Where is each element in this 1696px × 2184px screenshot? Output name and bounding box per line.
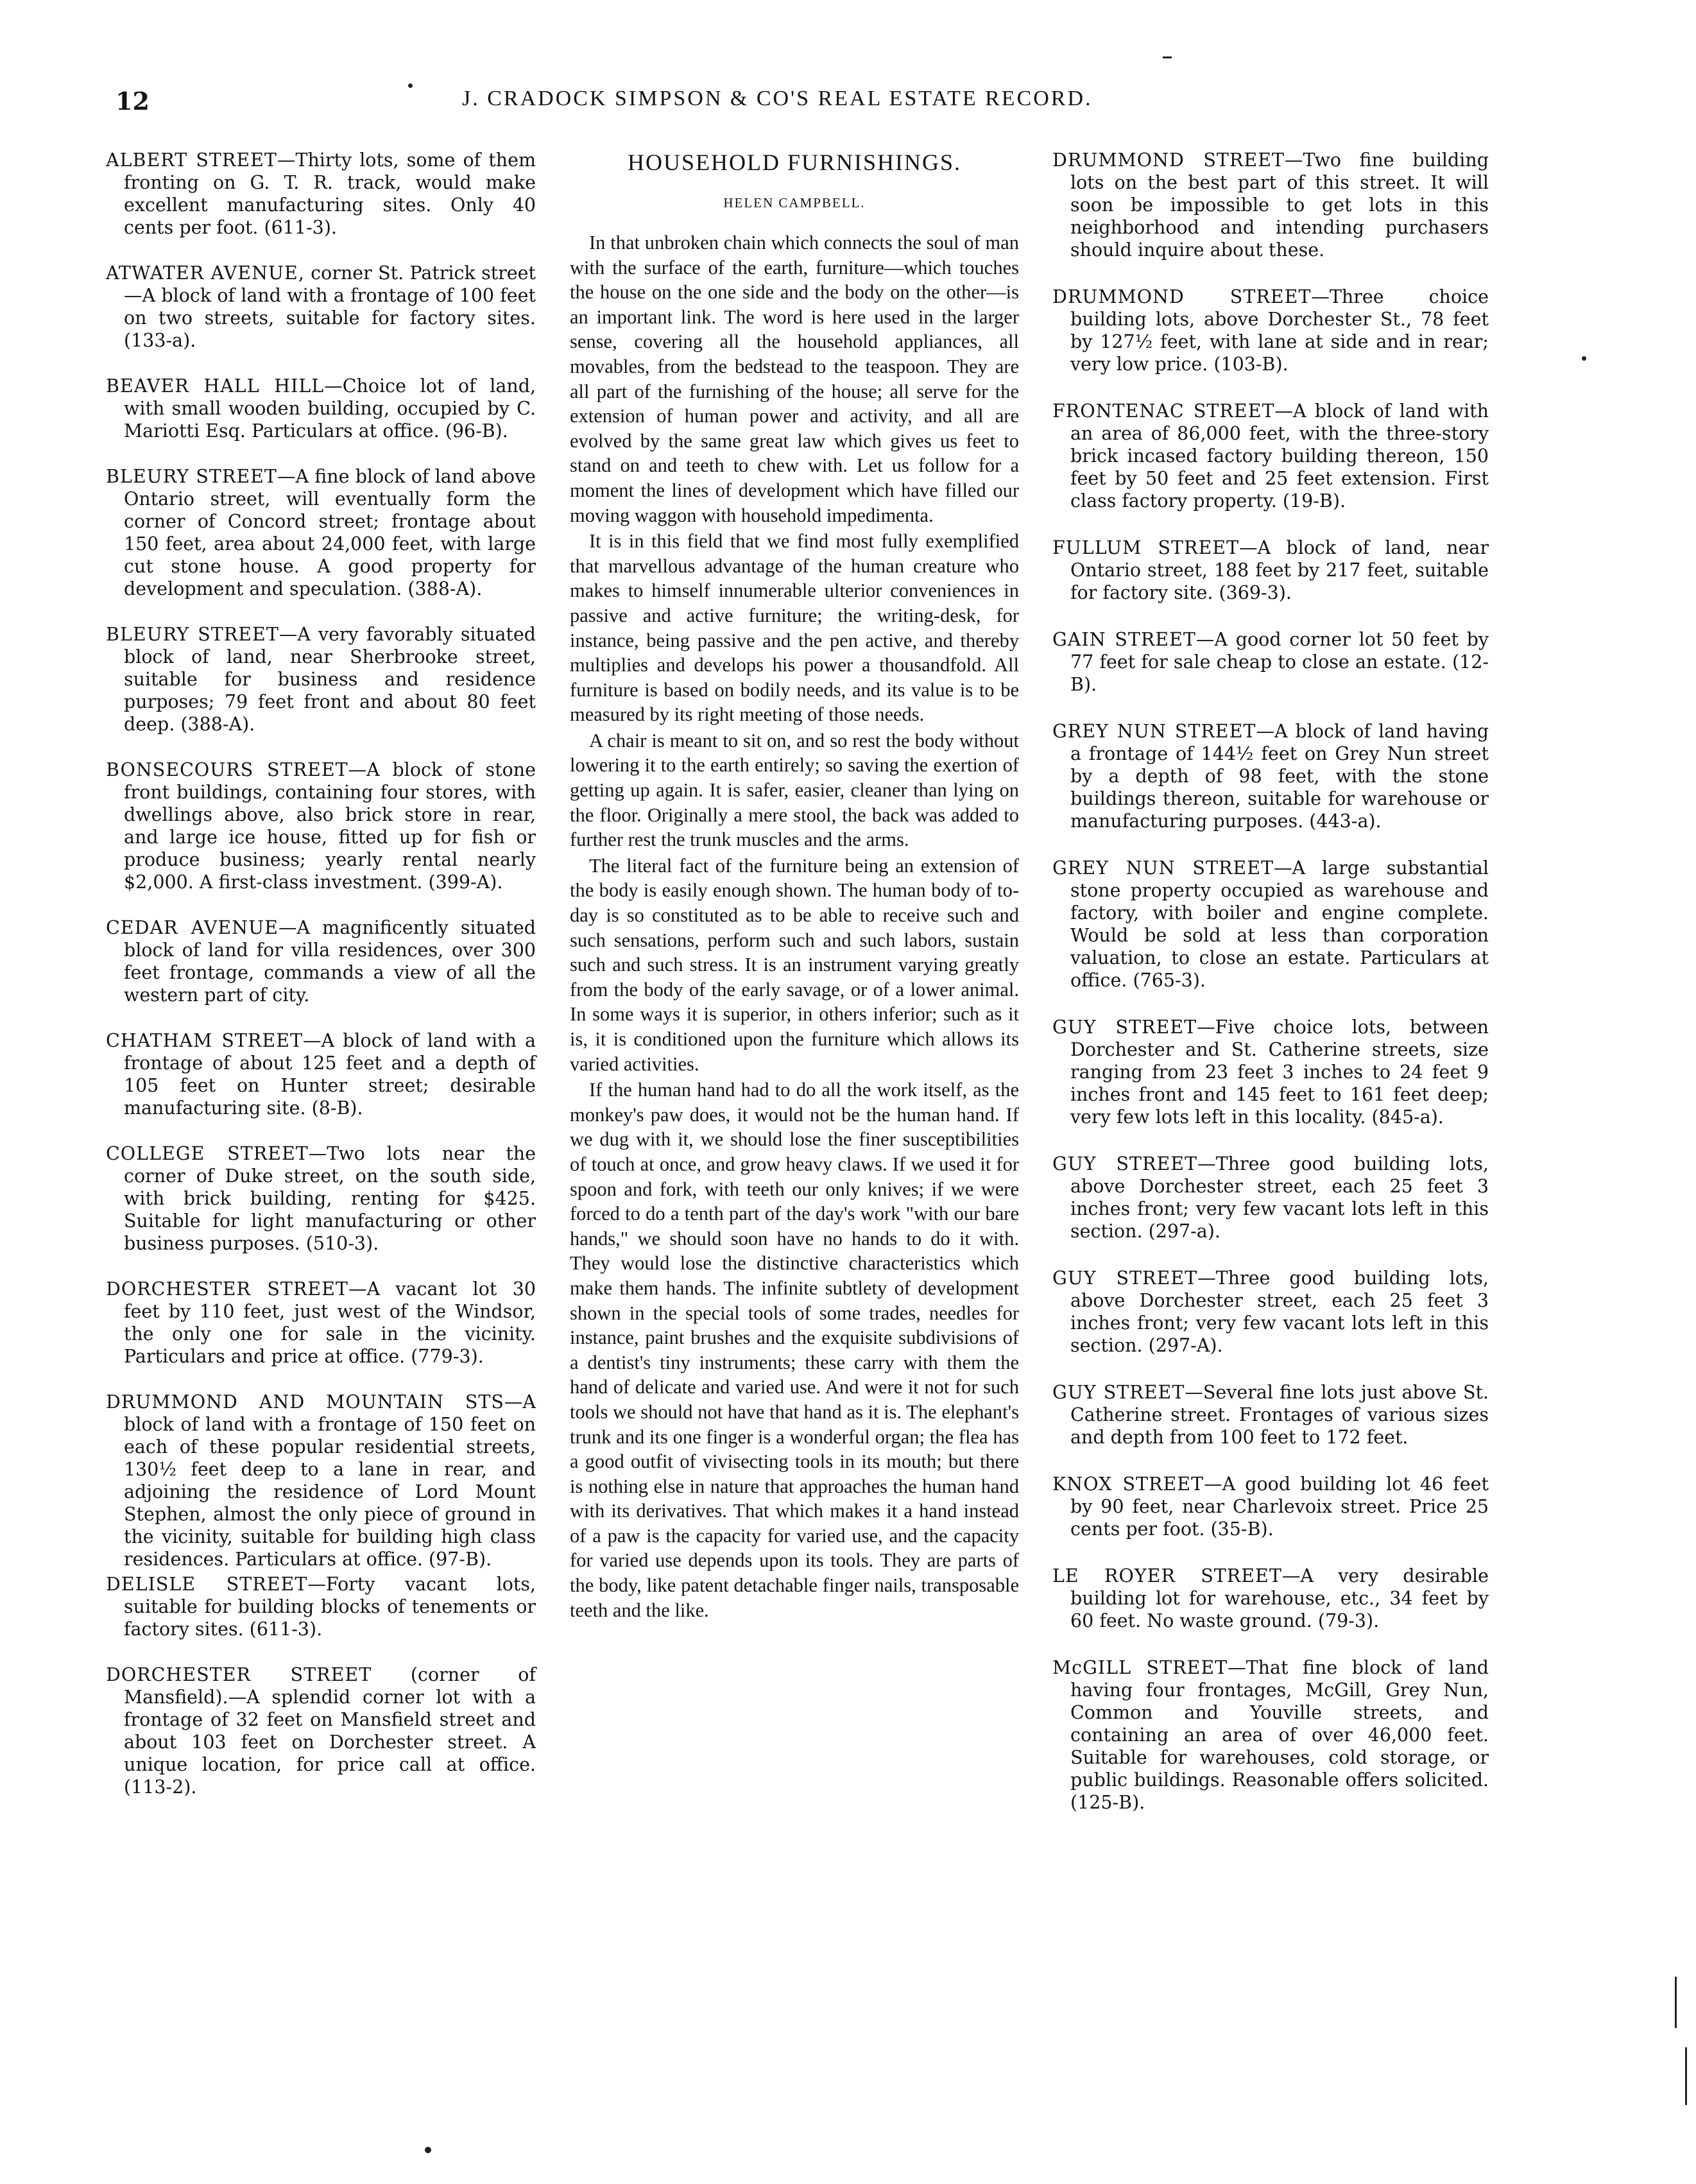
page-header xyxy=(103,87,1598,125)
listing xyxy=(106,623,536,735)
listing xyxy=(106,916,536,1006)
listing-text: —A fine block of land above Ontario street, will eventually form the corner of Concord street; frontage about 150 feet, area about 24,000 feet, with large cut stone house. A good property for development and speculation. (388-A). xyxy=(124,466,536,599)
listing-text: —A block of stone front buildings, containing four stores, with dwellings above, also brick store in rear, and large ice house, fitted up for fish or produce business; yearly rental nearly $2,000. A first-class investment. (399-A). xyxy=(124,759,536,893)
article xyxy=(570,149,1019,1624)
listing-heading: DORCHESTER STREET xyxy=(106,1278,348,1300)
margin-mark xyxy=(1675,1977,1677,2028)
listing-text: —Forty vacant lots, suitable for building blocks of tenements or factory sites. (611-3). xyxy=(124,1574,536,1640)
listing-text: —A very favorably situated block of land, near Sherbrooke street, suitable for business and residence purposes; 79 feet front and about 80 feet deep. (388-A). xyxy=(124,624,536,735)
listing xyxy=(106,1278,536,1368)
listing-heading: McGILL STREET xyxy=(1052,1657,1228,1678)
listing-text: —Three choice building lots, above Dorchester St., 78 feet by 127½ feet, with lane at side and in rear; very low price. (103-B). xyxy=(1070,286,1489,375)
listing xyxy=(106,1142,536,1255)
listing xyxy=(1052,537,1489,604)
listing-heading: LE ROYER STREET xyxy=(1052,1565,1282,1586)
listing xyxy=(1052,720,1489,832)
listing-heading: CEDAR AVENUE xyxy=(106,917,278,938)
article-title: HOUSEHOLD FURNISHINGS. xyxy=(627,150,962,175)
listing-heading: BEAVER HALL HILL xyxy=(106,375,325,397)
listing xyxy=(106,1029,536,1119)
listing xyxy=(1052,1267,1489,1357)
listing xyxy=(1052,149,1489,261)
listing xyxy=(1052,400,1489,512)
article-paragraph: The literal fact of the furniture being an extension of the body is easily enough shown. The human body of to-day is so constituted as to be able to receive such and such sensations, perform such and such labors, sustain such and such stress. It is an instrument varying greatly from the body of the early savage, or of a lower animal. In some ways it is superior, in others inferior; such as it is, it is conditioned upon the furniture which allows its varied activities. xyxy=(570,854,1019,1075)
listing-heading: GUY STREET xyxy=(1052,1153,1198,1174)
listing-heading: KNOX STREET xyxy=(1052,1474,1204,1495)
ink-speck xyxy=(1582,356,1586,361)
listing-heading: GUY STREET xyxy=(1052,1382,1185,1403)
listing xyxy=(106,262,536,352)
listing-heading: CHATHAM STREET xyxy=(106,1030,304,1051)
listing-text: corner St. Patrick street—A block of land with a frontage of 100 feet on two streets, suitable for factory sites. (133-a). xyxy=(124,262,536,351)
listing-heading: BLEURY STREET xyxy=(106,466,277,487)
page-number: 12 xyxy=(116,87,150,116)
listing-heading: GAIN STREET xyxy=(1052,629,1196,650)
listing xyxy=(106,375,536,442)
listing-text: —A vacant lot 30 feet by 110 feet, just west of the Windsor, the only one for sale in the vicinity. Particulars and price at office. (779-3). xyxy=(124,1278,536,1367)
listing-heading: DELISLE STREET xyxy=(106,1574,308,1595)
listing xyxy=(106,759,536,893)
listing-heading: FULLUM STREET xyxy=(1052,537,1240,558)
right-column xyxy=(1052,149,1489,1838)
listing xyxy=(106,465,536,600)
listing-text: —A block of land with a frontage of about 125 feet and a depth of 105 feet on Hunter street; desirable manufacturing site. (8-B). xyxy=(124,1030,536,1119)
listing-text: —Several fine lots just above St. Catherine street. Frontages of various sizes and depth from 100 feet to 172 feet. xyxy=(1070,1382,1489,1448)
running-title: J. CRADOCK SIMPSON & CO'S REAL ESTATE RECORD. xyxy=(462,87,1093,110)
listing-heading: BLEURY STREET xyxy=(106,624,279,645)
listing xyxy=(106,149,536,239)
left-column xyxy=(106,149,536,1821)
listing-text: —Three good building lots, above Dorchester street, each 25 feet 3 inches front; very few vacant lots left in this section. (297-A). xyxy=(1070,1268,1489,1356)
listing xyxy=(106,1391,536,1570)
listing-heading: DORCHESTER STREET xyxy=(106,1664,372,1685)
listing-heading: DRUMMOND AND MOUNTAIN STS xyxy=(106,1391,504,1413)
listing-text: —A block of land, near Ontario street, 188 feet by 217 feet, suitable for factory site. (369-3). xyxy=(1070,537,1489,603)
listing xyxy=(1052,857,1489,992)
listing-text: —A very desirable building lot for warehouse, etc., 34 feet by 60 feet. No waste ground. (79-3). xyxy=(1070,1565,1489,1631)
listing-heading: GREY NUN STREET xyxy=(1052,721,1256,742)
listing-text: (corner of Mansfield).—A splendid corner lot with a frontage of 32 feet on Mansfield street and about 103 feet on Dorchester street. A unique location, for price call at office. (113-2). xyxy=(124,1664,536,1798)
listing-text: —Choice lot of land, with small wooden building, occupied by C. Mariotti Esq. Particulars at office. (96-B). xyxy=(124,375,536,442)
listing-heading: DRUMMOND STREET xyxy=(1052,150,1285,171)
listing-heading: FRONTENAC STREET xyxy=(1052,400,1275,422)
article-paragraph: In that unbroken chain which connects the soul of man with the surface of the earth, furniture—which touches the house on the one side and the body on the other—is an important link. The word is here used in the larger sense, covering all the household appliances, all movables, from the bedstead to the teaspoon. They are all part of the furnishing of the house; all serve for the extension of human power and activity, and all are evolved by the same great law which gives us feet to stand on and teeth to chew with. Let us follow for a moment the lines of development which have filled our moving waggon with household impedimenta. xyxy=(570,232,1019,526)
listing-heading: GUY STREET xyxy=(1052,1017,1197,1038)
listing-text: —A magnificently situated block of land for villa residences, over 300 feet frontage, commands a view of all the western part of city. xyxy=(124,917,536,1006)
listing-text: —A good building lot 46 feet by 90 feet, near Charlevoix street. Price 25 cents per foot. (35-B). xyxy=(1070,1474,1489,1540)
listing-text: —Two lots near the corner of Duke street, on the south side, with brick building, renting for $425. Suitable for light manufacturing or other business purposes. (510-3). xyxy=(124,1143,536,1254)
listing xyxy=(1052,1656,1489,1814)
listing xyxy=(1052,1565,1489,1632)
listing-heading: GUY STREET xyxy=(1052,1268,1198,1289)
margin-mark xyxy=(1685,2047,1687,2105)
listing xyxy=(1052,628,1489,696)
listing-heading: ATWATER AVENUE, xyxy=(106,262,305,284)
listing xyxy=(1052,1381,1489,1449)
listing-text: —That fine block of land having four frontages, McGill, Grey Nun, Common and Youville streets, and containing an area of over 46,000 feet. Suitable for warehouses, cold storage, or public buildings. Reasonable offers solicited. (125-B). xyxy=(1070,1657,1489,1813)
listing xyxy=(1052,1473,1489,1540)
listing-text: —Two fine building lots on the best part of this street. It will soon be impossible to get lots in this neighborhood and intending purchasers should inquire about these. xyxy=(1070,150,1489,261)
listing-text: —Five choice lots, between Dorchester and St. Catherine streets, size ranging from 23 feet 3 inches to 24 feet 9 inches front and 145 feet to 161 feet deep; very few lots left in this locality. (845-a). xyxy=(1070,1017,1489,1128)
listing-heading: ALBERT STREET xyxy=(106,150,277,171)
listing xyxy=(106,1664,536,1798)
listing-text: —Thirty lots, some of them fronting on G. T. R. track, would make excellent manufacturing sites. Only 40 cents per foot. (611-3). xyxy=(124,150,536,238)
listing-heading: GREY NUN STREET xyxy=(1052,857,1274,879)
ink-speck xyxy=(408,83,413,88)
listing xyxy=(1052,286,1489,375)
listing xyxy=(1052,1153,1489,1242)
listing-heading: COLLEGE STREET xyxy=(106,1143,309,1164)
article-byline: HELEN CAMPBELL. xyxy=(723,195,866,211)
listing xyxy=(106,1573,536,1640)
listing-text: —A block of land with a frontage of 150 feet on each of these popular residential streets, 130½ feet deep to a lane in rear, and adjoining the residence of Lord Mount Stephen, almost the only piece of ground in the vicinity, suitable for building high class residences. Particulars at office. (97-B). xyxy=(124,1391,536,1570)
listing-text: —Three good building lots, above Dorchester street, each 25 feet 3 inches front; very few vacant lots left in this section. (297-a). xyxy=(1070,1153,1489,1242)
listing xyxy=(1052,1016,1489,1128)
ink-speck xyxy=(425,2147,431,2153)
listing-text: —A good corner lot 50 feet by 77 feet for sale cheap to close an estate. (12-B). xyxy=(1070,629,1489,695)
listing-heading: BONSECOURS STREET xyxy=(106,759,348,780)
article-paragraph: A chair is meant to sit on, and so rest the body without lowering it to the earth entirely; so saving the exertion of getting up again. It is safer, easier, cleaner than lying on the floor. Originally a mere stool, the back was added to further rest the trunk muscles and the arms. xyxy=(570,729,1019,851)
listing-text: —A block of land having a frontage of 144½ feet on Grey Nun street by a depth of 98 feet, with the stone buildings thereon, suitable for warehouse or manufacturing purposes. (443-a). xyxy=(1070,721,1489,832)
margin-mark xyxy=(1163,56,1172,58)
listing-text: —A large substantial stone property occupied as warehouse and factory, with boiler and engine complete. Would be sold at less than corporation valuation, to close an estate. Particulars at office. (765-3). xyxy=(1070,857,1489,991)
listing-text: —A block of land with an area of 86,000 feet, with the three-story brick incased factory building thereon, 150 feet by 50 feet and 25 feet extension. First class factory property. (19-B). xyxy=(1070,400,1489,512)
listing-heading: DRUMMOND STREET xyxy=(1052,286,1312,307)
article-paragraph: It is in this field that we find most fully exemplified that marvellous advantage of the human creature who makes to himself innumerable ulterior conveniences in passive and active furniture; the writing-desk, for instance, being passive and the pen active, and thereby multiplies and develops his power a thousandfold. All furniture is based on bodily needs, and its value is to be measured by its right meeting of those needs. xyxy=(570,530,1019,726)
article-paragraph: If the human hand had to do all the work itself, as the monkey's paw does, it would not be the human hand. If we dug with it, we should lose the finer susceptibilities of touch at once, and grow heavy claws. If we used it for spoon and fork, with teeth our only knives; if we were forced to do a tenth part of the day's work "with our bare hands," we should soon have no hands to do it with. They would lose the distinctive characteristics which make them hands. The infinite subtlety of development shown in the special tools of some trades, needles for instance, paint brushes and the exquisite subdivisions of a dentist's tiny instruments; these carry with them the hand of delicate and varied use. And were it not for such tools we should not have that hand as it is. The elephant's trunk and its one finger is a wonderful organ; the flea has a good outfit of vivisecting tools in its mouth; but there is nothing else in nature that approaches the human hand with its derivatives. That which makes it a hand instead of a paw is the capacity for varied use, and the capacity for varied use depends upon its tools. They are parts of the body, like patent detachable finger nails, transposable teeth and the like. xyxy=(570,1079,1019,1621)
